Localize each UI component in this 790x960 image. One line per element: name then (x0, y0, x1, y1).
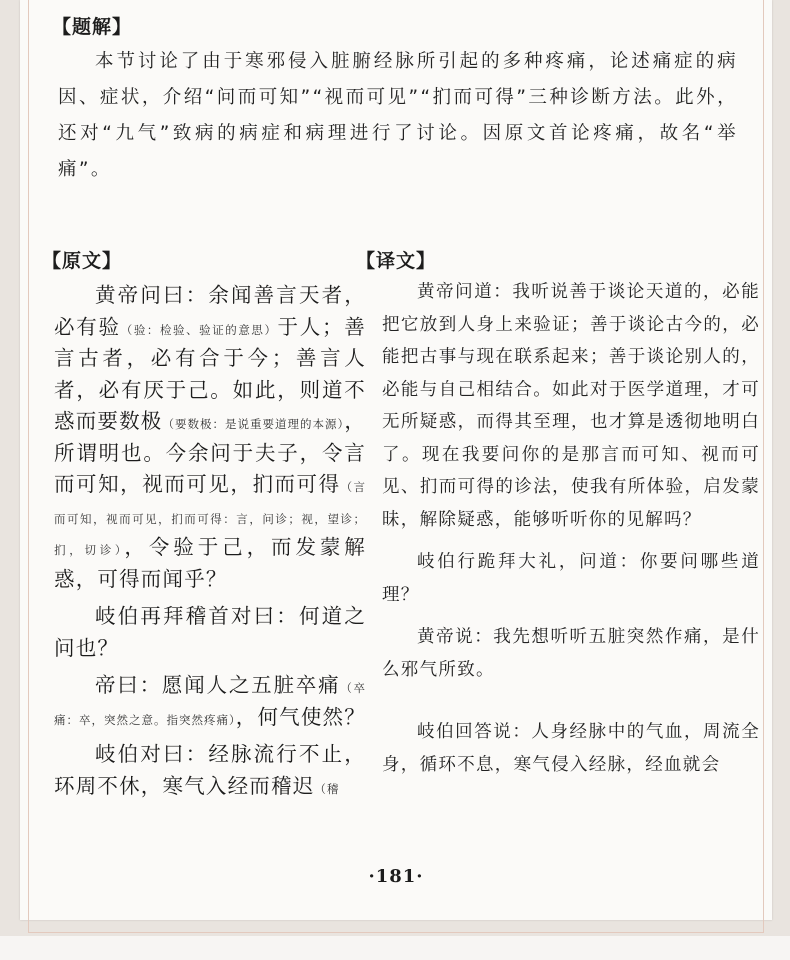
original-p3-text-a: 帝曰：愿闻人之五脏卒痛 (95, 673, 341, 697)
original-p1-text-a: 黄帝问曰：余闻善言天者，必有验 (54, 283, 366, 339)
book-page (20, 0, 772, 920)
annotation-note: （卒痛：卒，突然之意。指突然疼痛） (54, 681, 366, 727)
original-p1-text-c: ，所谓明也。今余问于夫子，令言而可知，视而可见，扪而可得 (54, 409, 367, 496)
page-number: ·181· (368, 866, 424, 887)
annotation-note: （要数极：是说重要道理的本源） (162, 417, 345, 431)
original-p1-text-d: ，令验于己，而发蒙解惑，可得而闻乎？ (54, 535, 367, 591)
next-page-edge (0, 936, 790, 960)
original-paragraph-3 (54, 670, 366, 733)
original-paragraph-2: 岐伯再拜稽首对曰：何道之问也？ (54, 604, 366, 660)
intro-heading: 【题解】 (52, 16, 133, 38)
intro-section (58, 44, 738, 188)
translation-paragraph-3: 黄帝说：我先想听听五脏突然作痛，是什么邪气所致。 (382, 627, 760, 680)
translation-text-column (382, 276, 760, 791)
translation-paragraph-1: 黄帝问道：我听说善于谈论天道的，必能把它放到人身上来验证；善于谈论古今的，必能把古事与现在联系起来；善于谈论别人的，必能与自己相结合。如此对于医学道理，才可无所疑惑，而得其至理，也才算是透彻地明白了。现在我要问你的是那言而可知、视而可见、扪而可得的诊法，使我有所体验，启发蒙昧，解除疑惑，能够听听你的见解吗？ (382, 282, 760, 530)
original-p3-text-b: ，何气使然？ (235, 704, 366, 729)
original-heading: 【原文】 (42, 250, 123, 272)
original-p4-text-a: 岐伯对曰：经脉流行不止，环周不休，寒气入经而稽迟 (54, 742, 366, 798)
intro-paragraph: 本节讨论了由于寒邪侵入脏腑经脉所引起的多种疼痛，论述痛症的病因、症状，介绍“问而可知”“视而可见”“扪而可得”三种诊断方法。此外，还对“九气”致病的病症和病理进行了讨论。因原文首论疼痛，故名“举痛”。 (58, 51, 738, 180)
translation-heading: 【译文】 (356, 250, 437, 272)
annotation-note: （稽 (314, 781, 340, 796)
annotation-note: （言而可知，视而可见，扪而可得：言，问诊；视，望诊；扪，切诊） (54, 480, 366, 557)
translation-paragraph-4: 岐伯回答说：人身经脉中的气血，周流全身，循环不息，寒气侵入经脉，经血就会 (382, 722, 760, 775)
annotation-note: （验：检验、验证的意思） (120, 322, 278, 337)
original-paragraph-4 (54, 739, 366, 802)
original-p1-text-b: 于人；善言古者，必有合于今；善言人者，必有厌于己。如此，则道不惑而要数极 (54, 314, 366, 433)
original-text-column (54, 280, 366, 808)
original-paragraph-1 (54, 280, 366, 595)
translation-paragraph-2: 岐伯行跪拜大礼，问道：你要问哪些道理？ (382, 552, 760, 605)
